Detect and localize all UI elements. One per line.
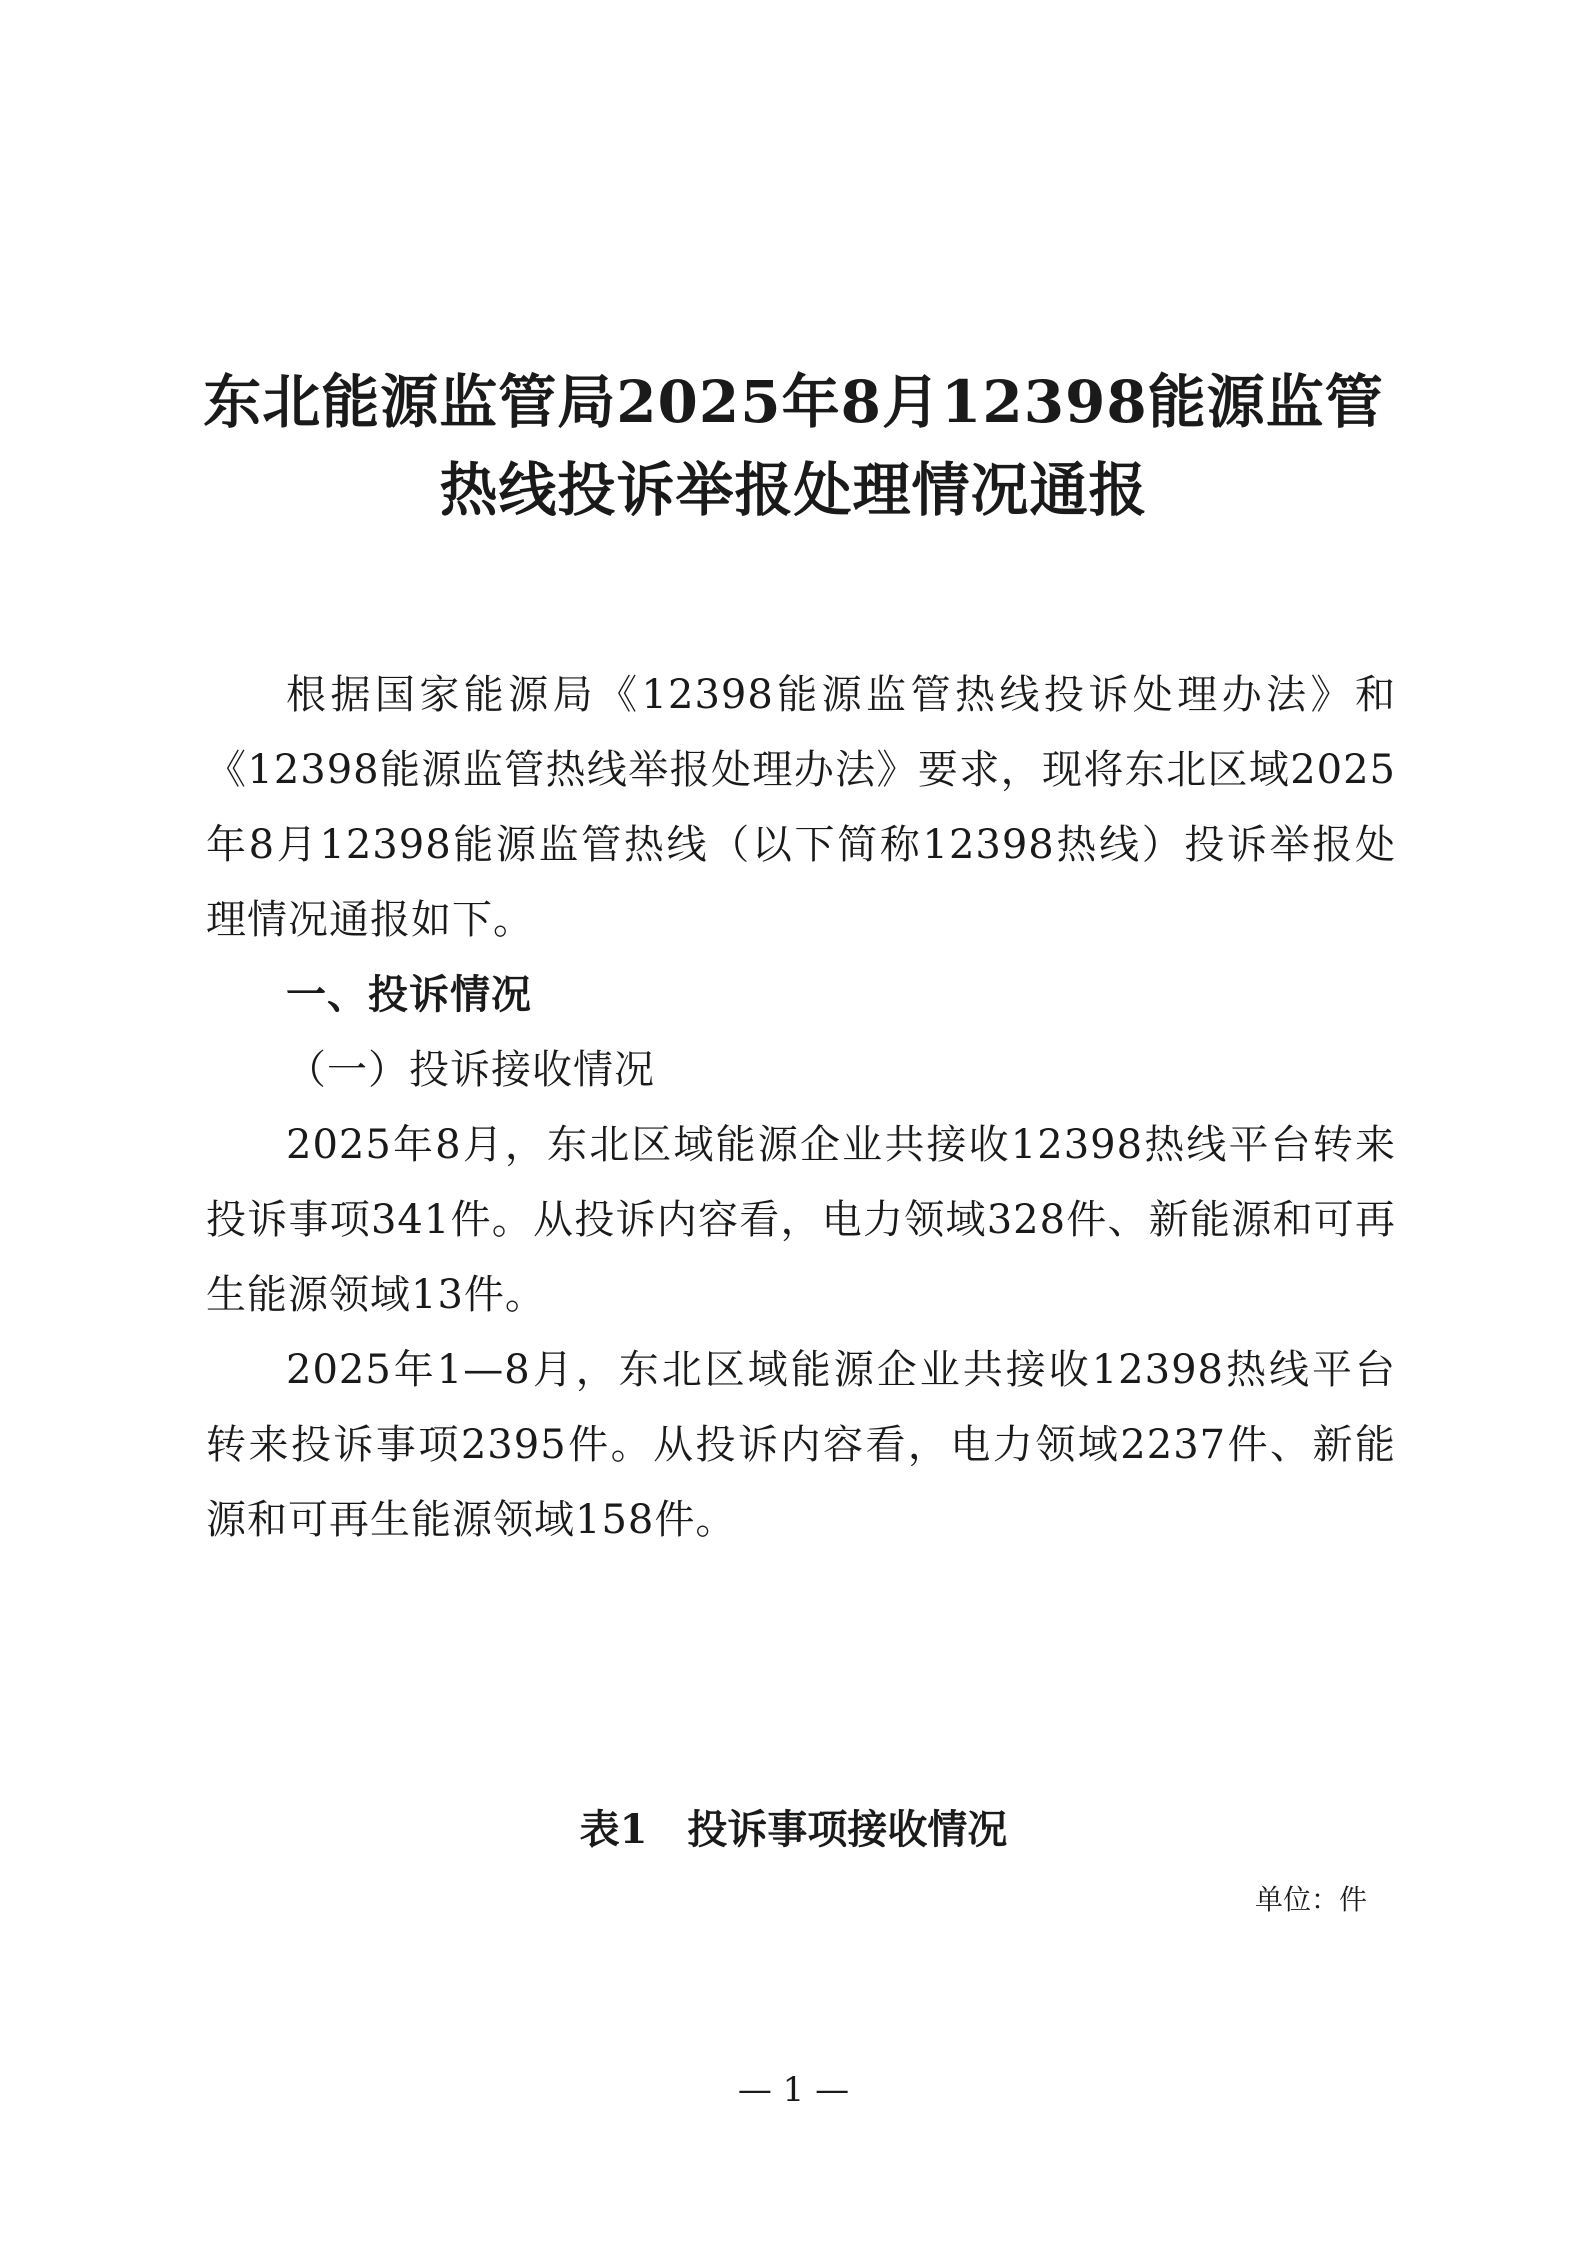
document-title-line-2: 热线投诉举报处理情况通报 xyxy=(439,456,1148,524)
table-caption: 表1 投诉事项接收情况 xyxy=(579,1806,1008,1853)
paragraph-august-complaints: 2025年8月，东北区域能源企业共接收12398热线平台转来投诉事项341件。从投诉内容看，电力领域328件、新能源和可再生能源领域13件。 xyxy=(206,1122,1396,1318)
paragraph-jan-aug-complaints: 2025年1—8月，东北区域能源企业共接收12398热线平台转来投诉事项2395件。从投诉内容看，电力领域2237件、新能源和可再生能源领域158件。 xyxy=(206,1347,1396,1543)
section-heading-complaints: 一、投诉情况 xyxy=(286,972,532,1018)
intro-paragraph: 根据国家能源局《12398能源监管热线投诉处理办法》和《12398能源监管热线举报处理办法》要求，现将东北区域2025年8月12398能源监管热线（以下简称12398热线）投诉举报处理情况通报如下。 xyxy=(206,672,1396,943)
document-title-line-1: 东北能源监管局2025年8月12398能源监管 xyxy=(203,368,1384,436)
subsection-heading-complaint-receipt: （一）投诉接收情况 xyxy=(286,1047,655,1093)
page-number: — 1 — xyxy=(737,2070,850,2110)
unit-label: 单位：件 xyxy=(1255,1883,1368,1916)
